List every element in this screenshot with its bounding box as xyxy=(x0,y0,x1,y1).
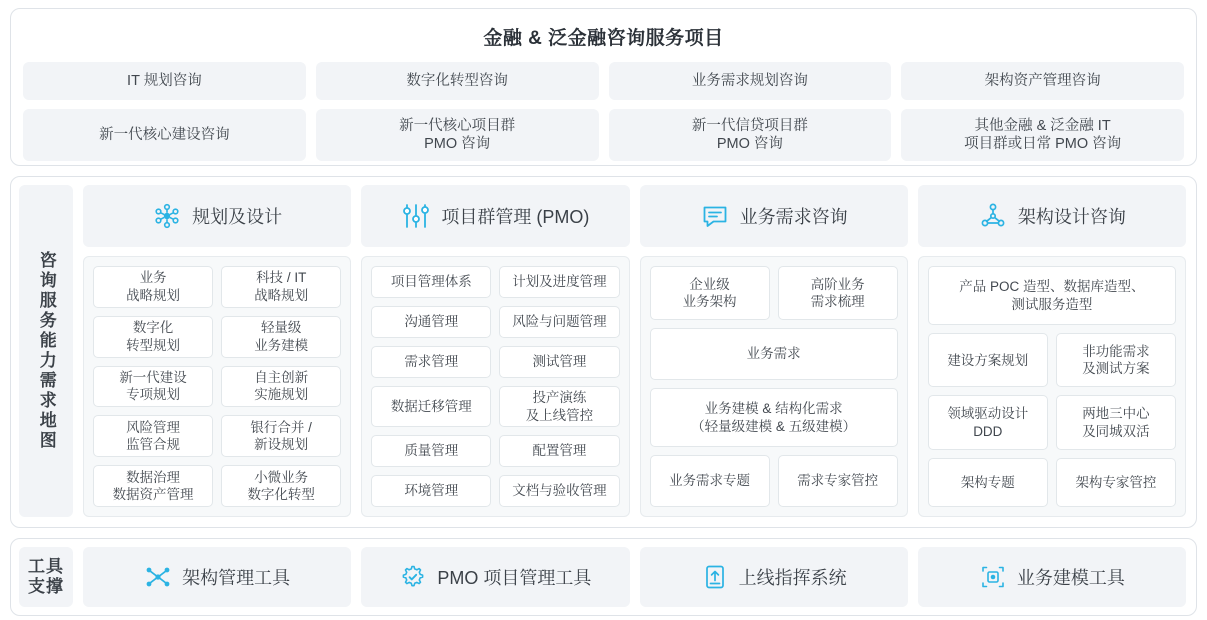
column-body-pmo xyxy=(361,256,629,517)
tool-label: PMO 项目管理工具 xyxy=(437,568,592,588)
row xyxy=(928,333,1176,387)
row xyxy=(371,306,619,338)
row xyxy=(93,465,341,507)
column-header-planning-design[interactable] xyxy=(83,185,351,247)
row xyxy=(650,388,898,447)
cell-business-requirement[interactable]: 业务需求 xyxy=(650,328,898,380)
capability-map-label-text: 咨询服务能力需求地图 xyxy=(36,251,56,451)
cell-production-rehearsal[interactable]: 投产演练 及上线管控 xyxy=(499,386,619,427)
tool-list xyxy=(83,547,1186,607)
page-title: 金融 & 泛金融咨询服务项目 xyxy=(483,28,724,49)
cell-product-poc-modeling[interactable]: 产品 POC 造型、数据库造型、 测试服务造型 xyxy=(928,266,1176,325)
top-row-2 xyxy=(23,109,1184,161)
cell-quality-management[interactable]: 质量管理 xyxy=(371,435,491,467)
column-title-business-requirement: 业务需求咨询 xyxy=(739,207,848,227)
gear-check-icon xyxy=(399,563,427,591)
cell-business-modeling-structured[interactable]: 业务建模 & 结构化需求 （轻量级建模 & 五级建模） xyxy=(650,388,898,447)
top-cell-other-finance-pmo[interactable]: 其他金融 & 泛金融 IT 项目群或日常 PMO 咨询 xyxy=(901,109,1184,161)
row xyxy=(93,316,341,358)
column-business-requirement xyxy=(640,185,908,517)
cell-data-governance[interactable]: 数据治理 数据资产管理 xyxy=(93,465,213,507)
row xyxy=(371,386,619,427)
cell-requirement-expert-control[interactable]: 需求专家管控 xyxy=(778,455,898,507)
network-nodes-icon xyxy=(152,201,182,231)
tool-support-label: 工具 支撑 xyxy=(19,547,73,607)
cell-project-management-system[interactable]: 项目管理体系 xyxy=(371,266,491,298)
column-header-architecture-design[interactable] xyxy=(918,185,1186,247)
cell-architecture-expert-control[interactable]: 架构专家管控 xyxy=(1056,458,1176,507)
upload-doc-icon xyxy=(701,563,729,591)
column-title-architecture-design: 架构设计咨询 xyxy=(1017,207,1126,227)
bottom-panel xyxy=(10,538,1197,616)
cell-high-level-requirement[interactable]: 高阶业务 需求梳理 xyxy=(778,266,898,320)
row xyxy=(371,266,619,298)
column-header-pmo[interactable] xyxy=(361,185,629,247)
cell-business-strategy[interactable]: 业务 战略规划 xyxy=(93,266,213,308)
top-cell-digital-transformation[interactable]: 数字化转型咨询 xyxy=(316,62,599,100)
row xyxy=(928,266,1176,325)
column-title-planning-design: 规划及设计 xyxy=(192,207,283,227)
row xyxy=(93,415,341,457)
cell-light-business-modeling[interactable]: 轻量级 业务建模 xyxy=(221,316,341,358)
cell-plan-schedule-management[interactable]: 计划及进度管理 xyxy=(499,266,619,298)
model-frame-icon xyxy=(979,563,1007,591)
row xyxy=(371,435,619,467)
top-row-1 xyxy=(23,62,1184,100)
cell-data-migration-management[interactable]: 数据迁移管理 xyxy=(371,386,491,427)
cell-communication-management[interactable]: 沟通管理 xyxy=(371,306,491,338)
tool-business-modeling[interactable] xyxy=(918,547,1186,607)
cell-doc-acceptance-management[interactable]: 文档与验收管理 xyxy=(499,475,619,507)
column-pmo xyxy=(361,185,629,517)
column-body-architecture-design xyxy=(918,256,1186,517)
row xyxy=(650,455,898,507)
capability-columns xyxy=(83,185,1186,517)
tool-label: 架构管理工具 xyxy=(182,568,291,588)
middle-panel xyxy=(10,176,1197,528)
cell-ddd[interactable]: 领域驱动设计 DDD xyxy=(928,395,1048,449)
tool-pmo-project-management[interactable] xyxy=(361,547,629,607)
cell-micro-business-digital[interactable]: 小微业务 数字化转型 xyxy=(221,465,341,507)
cell-multi-site-active[interactable]: 两地三中心 及同城双活 xyxy=(1056,395,1176,449)
cell-architecture-topic[interactable]: 架构专题 xyxy=(928,458,1048,507)
column-title-pmo: 项目群管理 (PMO) xyxy=(441,207,590,227)
cell-requirement-management[interactable]: 需求管理 xyxy=(371,346,491,378)
top-panel xyxy=(10,8,1197,166)
row xyxy=(93,366,341,408)
cell-test-management[interactable]: 测试管理 xyxy=(499,346,619,378)
tool-label: 上线指挥系统 xyxy=(738,568,847,588)
cell-configuration-management[interactable]: 配置管理 xyxy=(499,435,619,467)
top-cell-business-demand[interactable]: 业务需求规划咨询 xyxy=(609,62,892,100)
speech-bubble-icon xyxy=(700,201,730,231)
cell-self-innovation-plan[interactable]: 自主创新 实施规划 xyxy=(221,366,341,408)
cell-business-requirement-topic[interactable]: 业务需求专题 xyxy=(650,455,770,507)
top-cell-new-credit-pmo[interactable]: 新一代信贷项目群 PMO 咨询 xyxy=(609,109,892,161)
row xyxy=(371,346,619,378)
row xyxy=(650,328,898,380)
row xyxy=(928,458,1176,507)
tool-label: 业务建模工具 xyxy=(1016,568,1125,588)
top-cell-it-planning[interactable]: IT 规划咨询 xyxy=(23,62,306,100)
row xyxy=(928,395,1176,449)
cell-bank-merger-plan[interactable]: 银行合并 / 新设规划 xyxy=(221,415,341,457)
top-cell-architecture-asset[interactable]: 架构资产管理咨询 xyxy=(901,62,1184,100)
row xyxy=(93,266,341,308)
row xyxy=(371,475,619,507)
molecule-icon xyxy=(144,563,172,591)
cell-tech-it-strategy[interactable]: 科技 / IT 战略规划 xyxy=(221,266,341,308)
cell-digital-transformation-plan[interactable]: 数字化 转型规划 xyxy=(93,316,213,358)
hierarchy-icon xyxy=(978,201,1008,231)
cell-enterprise-business-architecture[interactable]: 企业级 业务架构 xyxy=(650,266,770,320)
row xyxy=(650,266,898,320)
top-cell-new-core-pmo[interactable]: 新一代核心项目群 PMO 咨询 xyxy=(316,109,599,161)
cell-risk-issue-management[interactable]: 风险与问题管理 xyxy=(499,306,619,338)
tool-launch-command-system[interactable] xyxy=(640,547,908,607)
cell-new-gen-special-plan[interactable]: 新一代建设 专项规划 xyxy=(93,366,213,408)
column-body-business-requirement xyxy=(640,256,908,517)
column-planning-design xyxy=(83,185,351,517)
top-cell-new-core-build[interactable]: 新一代核心建设咨询 xyxy=(23,109,306,161)
cell-environment-management[interactable]: 环境管理 xyxy=(371,475,491,507)
tool-architecture-management[interactable] xyxy=(83,547,351,607)
cell-risk-compliance[interactable]: 风险管理 监管合规 xyxy=(93,415,213,457)
cell-construction-plan[interactable]: 建设方案规划 xyxy=(928,333,1048,387)
cell-nonfunctional-test-plan[interactable]: 非功能需求 及测试方案 xyxy=(1056,333,1176,387)
sliders-icon xyxy=(401,201,431,231)
capability-map-label xyxy=(19,185,73,517)
column-body-planning-design xyxy=(83,256,351,517)
column-header-business-requirement[interactable] xyxy=(640,185,908,247)
column-architecture-design xyxy=(918,185,1186,517)
